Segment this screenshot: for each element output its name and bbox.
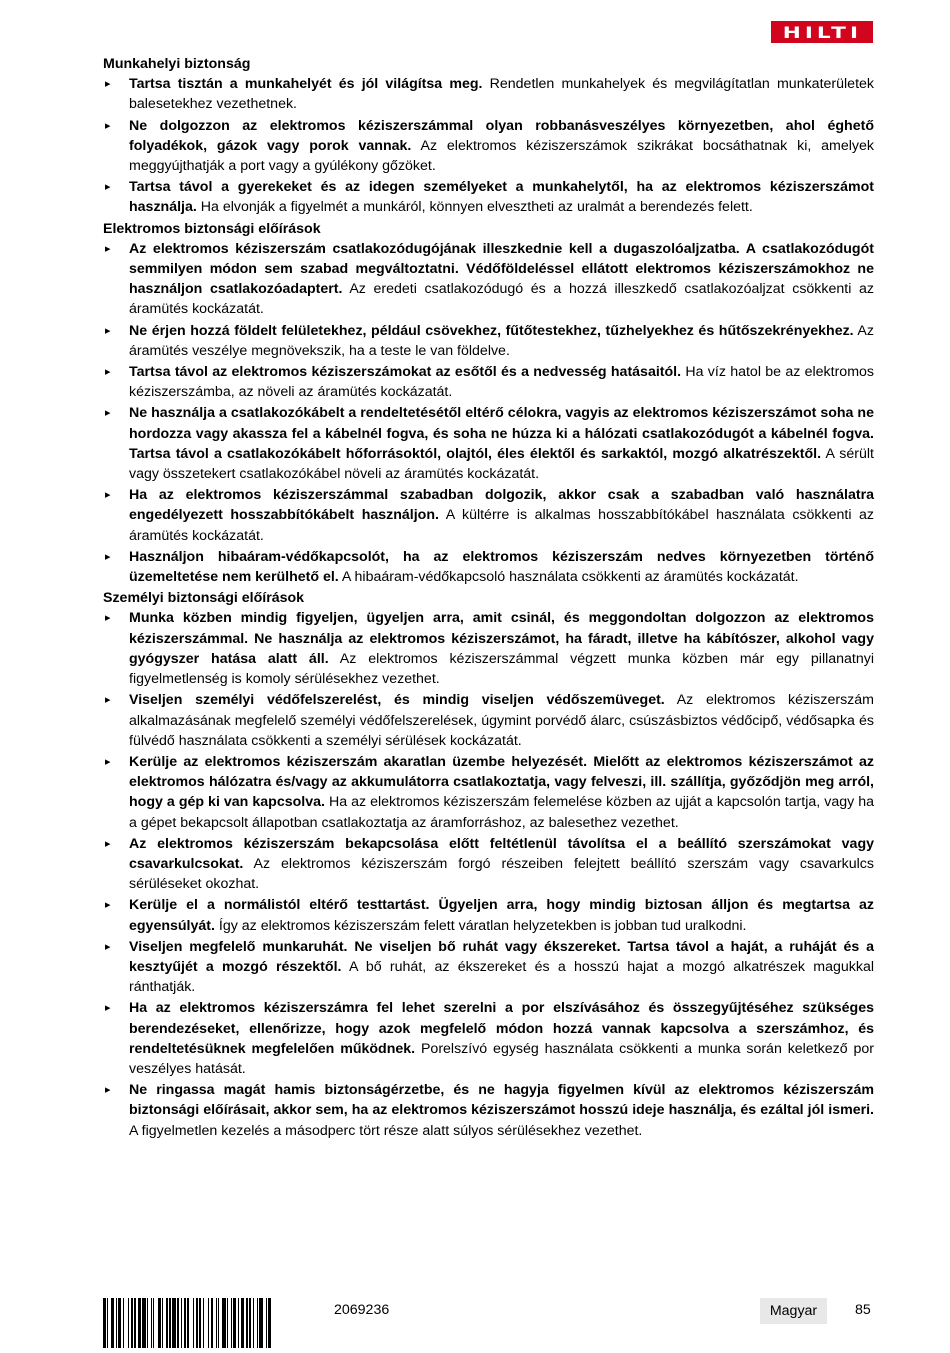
item-bold: Az elektromos kéziszerszám bekapcsolása előtt feltétlenül távolítsa el a beállító szerszámokat vagy csavarkulcsokat. <box>129 835 874 872</box>
list-item <box>103 895 874 935</box>
item-text: Az elektromos kéziszerszám alkalmazásának megfelelő személyi védőfelszerelések, úgymint porvédő álarc, csúszásbiztos védőcipő, védősapka és fülvédő használata csökkenti a személyi sérülések kockázatát. <box>129 692 874 749</box>
section-personal-safety <box>103 588 874 1140</box>
item-bold: Ne érjen hozzá földelt felületekhez, például csövekhez, fűtőtestekhez, tűzhelyekhez és hűtőszekrényekhez. <box>129 322 854 339</box>
item-text: A kültérre is alkalmas hosszabbítókábel használata csökkenti az áramütés kockázatát. <box>129 507 875 544</box>
list-item <box>103 608 874 689</box>
bullet-list <box>103 74 874 217</box>
page-number: 85 <box>855 1302 871 1318</box>
list-item <box>103 74 874 114</box>
list-item <box>103 239 874 320</box>
hilti-logo <box>771 21 873 43</box>
item-bold: Ne dolgozzon az elektromos kéziszerszámmal olyan robbanásveszélyes környezetben, ahol éghető folyadékok, gázok vagy porok vannak. <box>129 117 874 154</box>
section-workplace-safety <box>103 54 874 218</box>
bullet-list <box>103 239 874 587</box>
list-item <box>103 690 874 751</box>
list-item <box>103 834 874 895</box>
item-bold: Tartsa távol az elektromos kéziszerszámokat az esőtől és a nedvesség hatásaitól. <box>129 364 682 381</box>
list-item <box>103 403 874 484</box>
item-text: Az elektromos kéziszerszámok szikrákat bocsáthatnak ki, amelyek meggyújthatják a port vagy a gyúlékony gőzöket. <box>129 137 874 175</box>
list-item <box>103 116 874 177</box>
list-item <box>103 998 874 1079</box>
bullet-list <box>103 608 874 1140</box>
item-bold: Ne ringassa magát hamis biztonságérzetbe, és ne hagyja figyelmen kívül az elektromos kéziszerszám biztonsági előírásait, akkor sem, ha az elektromos kéziszerszámot hosszú ideje használja, és ezáltal jól ismeri. <box>129 1082 874 1119</box>
list-item <box>103 937 874 998</box>
item-text: A sérült vagy összetekert csatlakozókábel növeli az áramütés kockázatát. <box>129 445 874 483</box>
item-text: Az elektromos kéziszerszám forgó részeiben felejtett beállító szerszám vagy csavarkulcs sérüléseket okozhat. <box>129 855 874 893</box>
page-content <box>103 54 874 1141</box>
document-number: 2069236 <box>334 1302 390 1318</box>
item-bold: Az elektromos kéziszerszám csatlakozódugójának illeszkednie kell a dugaszolóaljzatba. A csatlakozódugót semmilyen módon sem szabad megváltoztatni. Védőföldeléssel ellátott elektromos kéziszerszámokhoz ne használjon csatlakozóadaptert. <box>129 240 874 298</box>
section-electrical-safety <box>103 219 874 588</box>
item-text: Az elektromos kéziszerszámmal végzett munka közben már egy pillanatnyi figyelmetlenség is komoly sérülésekhez vezethet. <box>129 650 874 688</box>
item-text: Porelszívó egység használata csökkenti a munka során keletkező por veszélyes hatását. <box>129 1040 874 1077</box>
item-bold: Munka közben mindig figyeljen, ügyeljen arra, amit csinál, és meggondoltan dolgozzon az elektromos kéziszerszámmal. Ne használja az elektromos kéziszerszámot, ha fáradt, illetve ha kábítószer, alkohol vagy gyógyszer hatása alatt áll. <box>129 610 874 667</box>
item-bold: Használjon hibaáram-védőkapcsolót, ha az elektromos kéziszerszám nedves környezetben történő üzemeltetése nem kerülhető el. <box>129 548 874 586</box>
section-title: Személyi biztonsági előírások <box>103 590 305 607</box>
item-bold: Viseljen megfelelő munkaruhát. Ne viseljen bő ruhát vagy ékszereket. Tartsa távol a haját, a ruháját és a kesztyűjét a mozgó részektől. <box>129 938 874 975</box>
item-bold: Ne használja a csatlakozókábelt a rendeltetésétől eltérő célokra, vagyis az elektromos kéziszerszámot soha ne hordozza vagy akassza fel a kábelnél fogva, és soha ne húzza ki a hálózati csatlakozódugót a kábelnél fogva. Tartsa távol a csatlakozókábelt hőforrásoktól, olajtól, éles élektől és sarkaktól, mozgó alkatrészektől. <box>129 405 874 462</box>
section-title: Munkahelyi biztonság <box>103 56 251 72</box>
item-bold: Ha az elektromos kéziszerszámra fel lehet szerelni a por elszívásához és összegyűjtéséhez szükséges berendezéseket, ellenőrizze, hogy azok megfelelő módon hozzá vannak kapcsolva a szerszámhoz, és rendeltetésüknek megfelelően működnek. <box>129 1000 874 1057</box>
item-text: A bő ruhát, az ékszereket és a hosszú hajat a mozgó alkatrészek magukkal ránthatják. <box>129 958 874 996</box>
page-footer <box>103 1298 874 1348</box>
list-item <box>103 547 874 587</box>
item-bold: Tartsa tisztán a munkahelyét és jól világítsa meg. <box>129 76 483 93</box>
item-text: Ha az elektromos kéziszerszám felemelése közben az ujját a kapcsolón tartja, vagy ha a gépet bekapcsolt állapotban csatlakoztatja az áramforráshoz, az balesethez vezethet. <box>129 794 874 831</box>
item-text: A hibaáram-védőkapcsoló használata csökkenti az áramütés kockázatát. <box>341 569 799 586</box>
item-text: Az eredeti csatlakozódugó és a hozzá illeszkedő csatlakozóaljzat csökkenti az áramütés kockázatát. <box>129 281 875 318</box>
item-bold: Kerülje el a normálistól eltérő testtartást. Ügyeljen arra, hogy mindig biztosan álljon és megtartsa az egyensúlyát. <box>129 897 874 934</box>
item-text: Rendetlen munkahelyek és megvilágítatlan munkaterületek balesetekhez vezethetnek. <box>129 76 874 113</box>
item-text: A figyelmetlen kezelés a másodperc tört része alatt súlyos sérülésekhez vezethet. <box>129 1122 643 1139</box>
item-text: Így az elektromos kéziszerszám felett váratlan helyzetekben is jobban tud uralkodni. <box>218 917 747 934</box>
item-bold: Viseljen személyi védőfelszerelést, és mindig viseljen védőszemüveget. <box>129 692 665 709</box>
item-bold: Ha az elektromos kéziszerszámmal szabadban dolgozik, akkor csak a szabadban való használatra engedélyezett hosszabbítókábelt használjon. <box>129 487 874 524</box>
item-text: Ha elvonják a figyelmét a munkáról, könnyen elvesztheti az uralmát a berendezés felett. <box>200 199 753 216</box>
barcode <box>103 1298 323 1348</box>
list-item <box>103 321 874 361</box>
language-label: Magyar <box>760 1298 827 1324</box>
list-item <box>103 362 874 402</box>
section-title: Elektromos biztonsági előírások <box>103 220 321 237</box>
list-item <box>103 752 874 833</box>
item-bold: Kerülje az elektromos kéziszerszám akaratlan üzembe helyezését. Mielőtt az elektromos kéziszerszámot az elektromos hálózatra és/vagy az akkumulátorra csatlakoztatja, vagy felveszi, ill. szállítja, győződjön meg arról, hogy a gép ki van kapcsolva. <box>129 753 874 811</box>
list-item <box>103 177 874 217</box>
item-text: Ha víz hatol be az elektromos kéziszerszámba, az növeli az áramütés kockázatát. <box>129 364 874 401</box>
item-bold: Tartsa távol a gyerekeket és az idegen személyeket a munkahelytől, ha az elektromos kéziszerszámot használja. <box>129 179 874 216</box>
list-item <box>103 1080 874 1141</box>
list-item <box>103 485 874 546</box>
logo-text: HILTI <box>782 22 862 42</box>
item-text: Az áramütés veszélye megnövekszik, ha a teste le van földelve. <box>129 322 874 359</box>
